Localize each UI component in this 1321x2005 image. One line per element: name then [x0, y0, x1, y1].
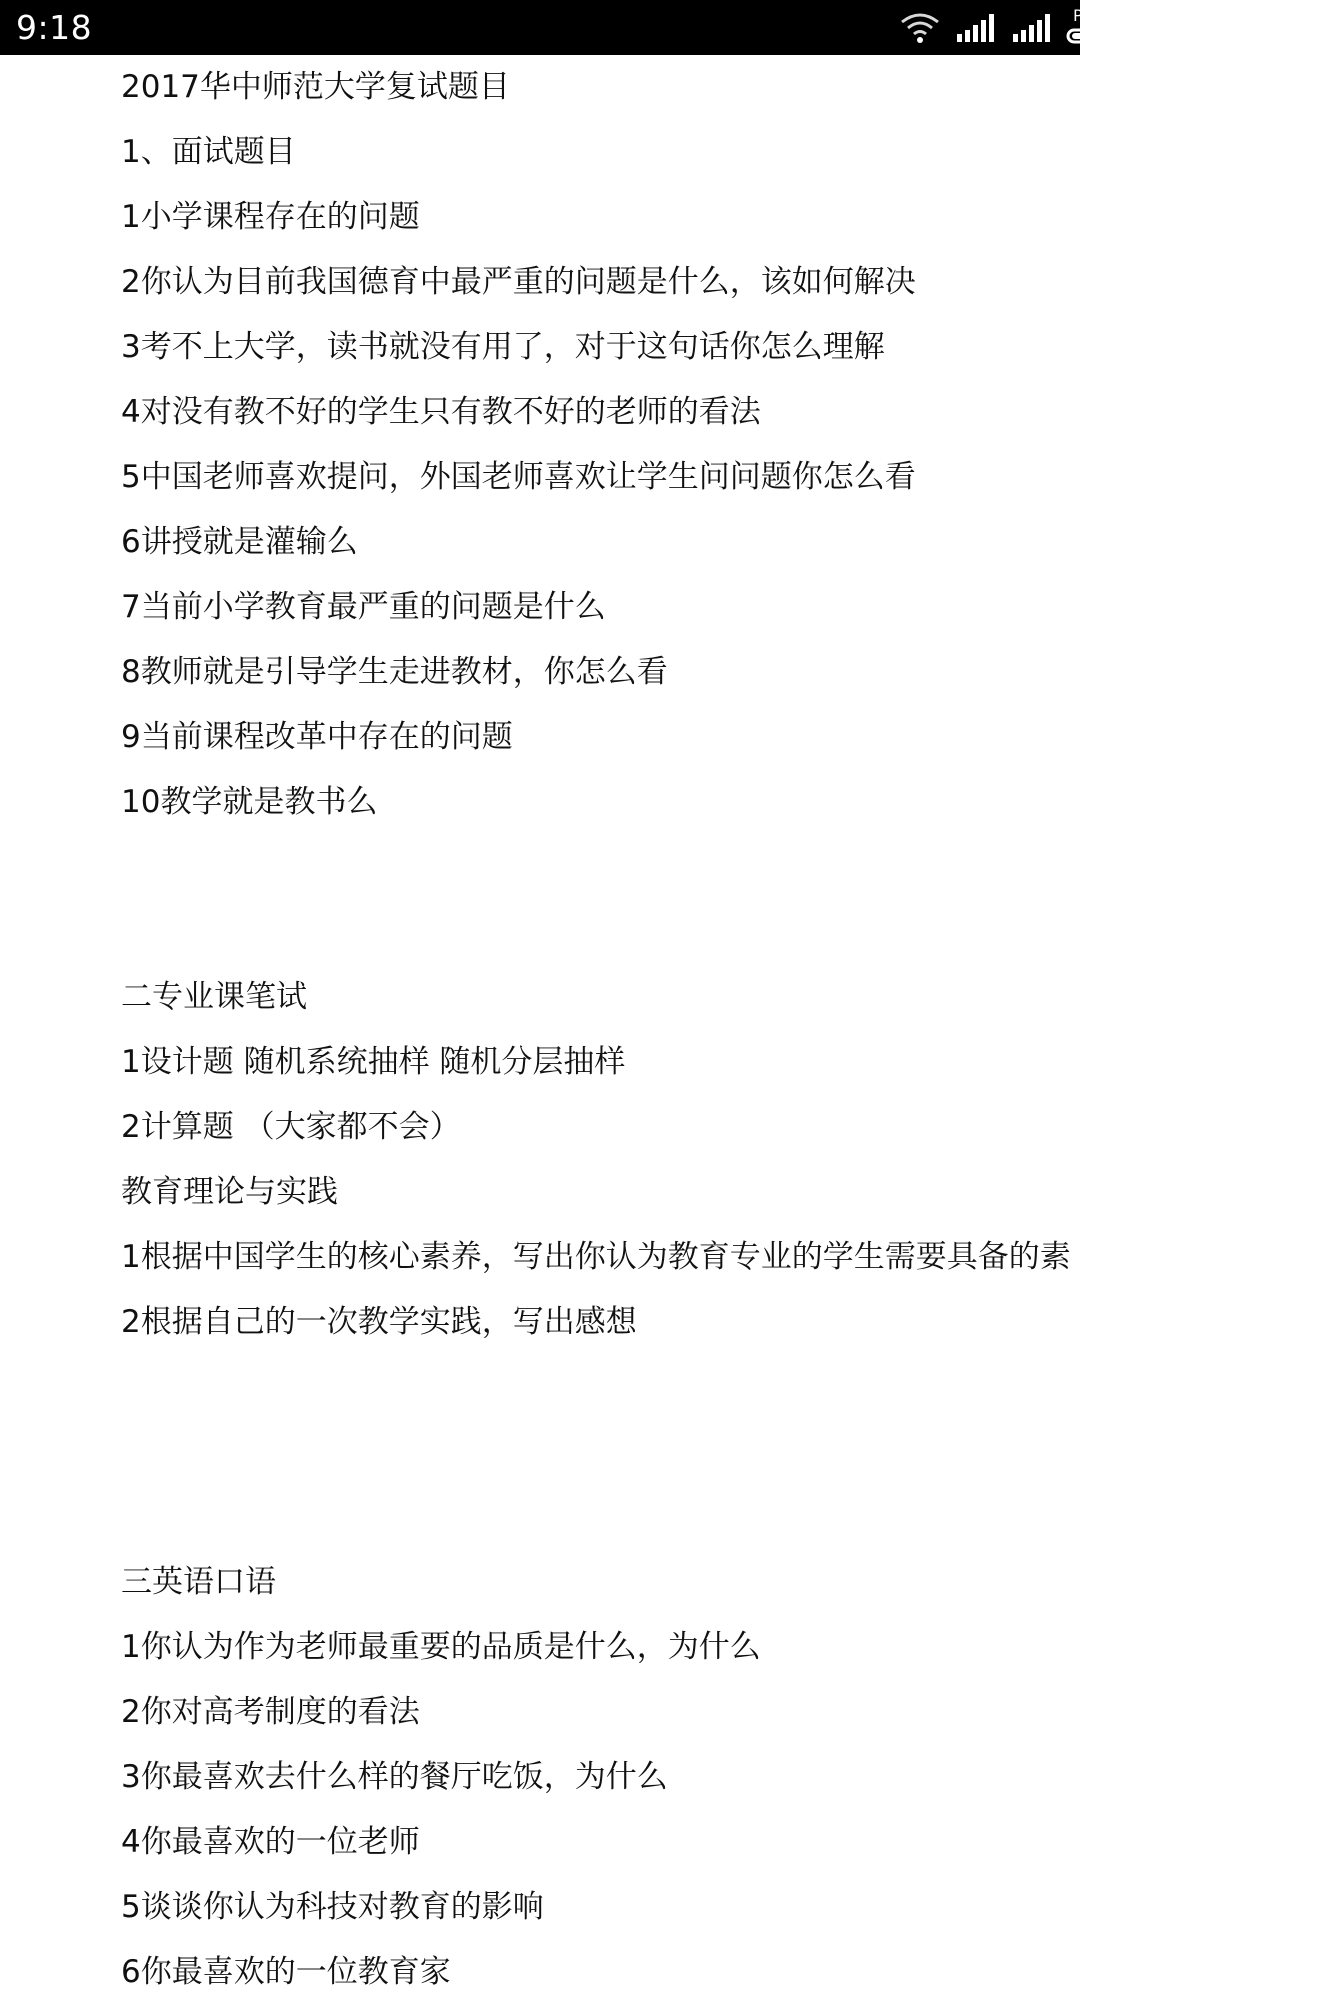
- list-item: 6讲授就是灌输么: [121, 524, 358, 560]
- list-item: 5中国老师喜欢提问，外国老师喜欢让学生问问题你怎么看: [121, 459, 916, 495]
- list-item: 10教学就是教书么: [121, 784, 378, 820]
- list-item: 5谈谈你认为科技对教育的影响: [121, 1889, 544, 1925]
- list-item: 6你最喜欢的一位教育家: [121, 1954, 451, 1990]
- list-item: 4对没有教不好的学生只有教不好的老师的看法: [121, 394, 761, 430]
- list-item: 3考不上大学，读书就没有用了，对于这句话你怎么理解: [121, 329, 885, 365]
- document-view[interactable]: [0, 55, 1080, 1990]
- list-item: 1根据中国学生的核心素养，写出你认为教育专业的学生需要具备的素: [121, 1239, 1071, 1275]
- battery-icon: [1065, 8, 1135, 46]
- section-heading: 1、面试题目: [121, 134, 296, 170]
- blank-space: [121, 1355, 1321, 1550]
- list-item: 7当前小学教育最严重的问题是什么: [121, 589, 606, 625]
- status-bar: [0, 0, 1122, 55]
- signal-icon: [1011, 10, 1055, 44]
- subheading: 教育理论与实践: [121, 1174, 338, 1210]
- list-item: 9当前课程改革中存在的问题: [121, 719, 513, 755]
- section-heading: 二专业课笔试: [121, 979, 307, 1015]
- battery-label: POWE: [1073, 6, 1122, 25]
- list-item: 2计算题 （大家都不会）: [121, 1109, 461, 1145]
- status-icons: [660, 0, 1122, 55]
- list-item: 1你认为作为老师最重要的品质是什么，为什么: [121, 1629, 761, 1665]
- blank-space: [121, 835, 1321, 965]
- list-item: 1小学课程存在的问题: [121, 199, 420, 235]
- list-item: 4你最喜欢的一位老师: [121, 1824, 420, 1860]
- list-item: 8教师就是引导学生走进教材，你怎么看: [121, 654, 668, 690]
- list-item: 2你认为目前我国德育中最严重的问题是什么，该如何解决: [121, 264, 916, 300]
- list-item: 2你对高考制度的看法: [121, 1694, 420, 1730]
- clock-time: 9:18: [16, 8, 93, 47]
- list-item: 3你最喜欢去什么样的餐厅吃饭，为什么: [121, 1759, 668, 1795]
- document-text: [121, 55, 1321, 2005]
- list-item: 2根据自己的一次教学实践，写出感想: [121, 1304, 637, 1340]
- section-heading: 三英语口语: [121, 1564, 276, 1600]
- list-item: 1设计题 随机系统抽样 随机分层抽样: [121, 1044, 626, 1080]
- document-title: 2017华中师范大学复试题目: [121, 69, 510, 105]
- signal-icon: [955, 10, 999, 44]
- wifi-icon: [900, 10, 940, 46]
